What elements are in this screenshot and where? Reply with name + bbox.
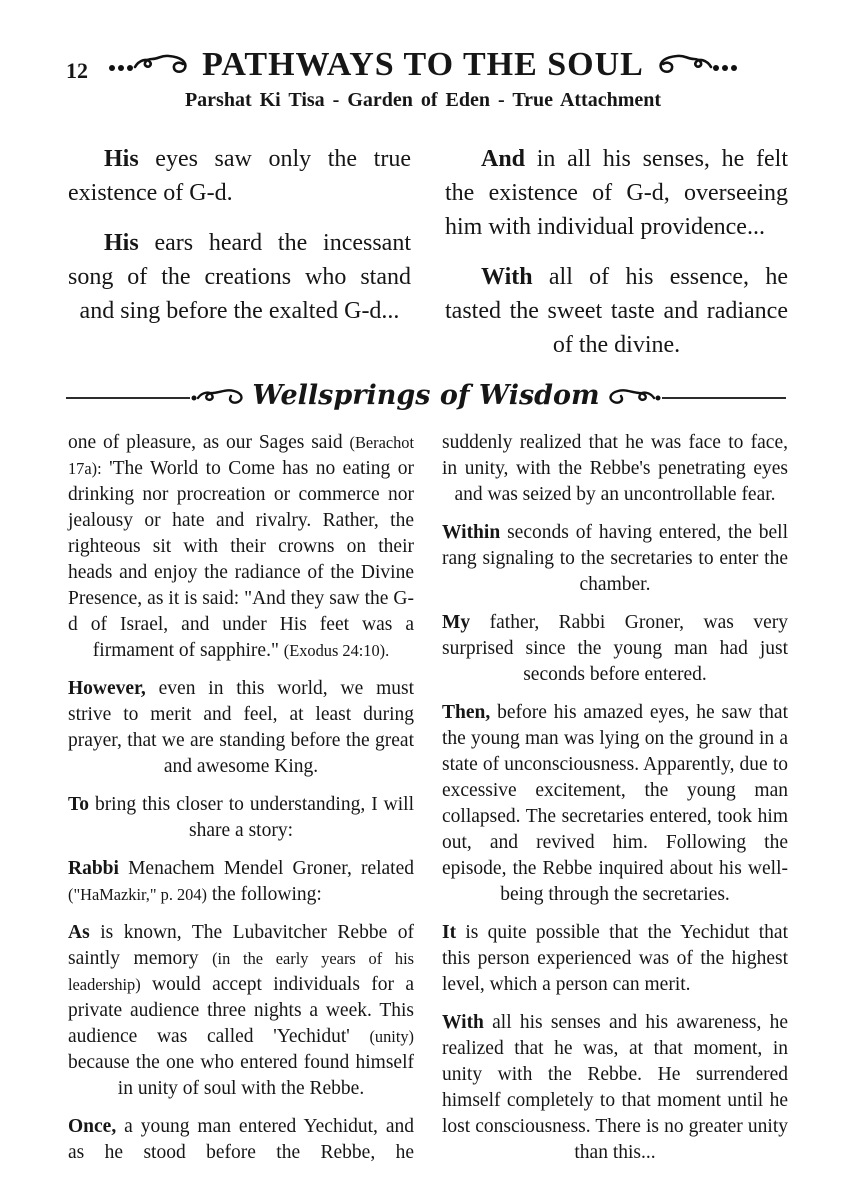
- divider-label: Wellsprings of Wisdom: [252, 379, 600, 411]
- citation-text: (Berachot 17a):: [68, 433, 414, 478]
- body-text: before his amazed eyes, he saw that the young man was lying on the ground in a state of unconsciousness. Apparently, due to excessive excitement, the young man collapsed. The secretaries entered, took him out, and revived him. Following the episode, the Rebbe inquired about his well-being through the secretaries.: [442, 702, 788, 905]
- body-text: bring this closer to understanding, I will share a story:: [88, 794, 414, 841]
- divider-rule-left: [66, 397, 190, 399]
- paragraph: [68, 920, 414, 1102]
- body-text: all of his essence, he tasted the sweet taste and radiance of the divine.: [445, 264, 788, 358]
- paragraph: [442, 520, 788, 598]
- body-text: in all his senses, he felt the existence of G-d, overseeing him with individual providence...: [445, 146, 788, 240]
- lead-word: Within: [442, 522, 501, 543]
- paragraph: [68, 792, 414, 844]
- title-flourish-left-icon: [106, 51, 194, 79]
- body-text: is known, The Lubavitcher Rebbe of saintly memory: [68, 922, 414, 969]
- citation-text: (Exodus 24:10).: [283, 641, 390, 660]
- body-text: the following:: [207, 884, 322, 905]
- citation-text: ("HaMazkir," p. 204): [68, 885, 207, 904]
- body-text: would accept individuals for a private audience three nights a week. This audience was called 'Yechidut': [68, 974, 414, 1047]
- body-left-column: [68, 430, 414, 1178]
- body-text: is quite possible that the Yechidut that this person experienced was of the highest level, which a person can merit.: [442, 922, 788, 995]
- intro-section: [68, 142, 788, 378]
- paragraph: [442, 1010, 788, 1166]
- paragraph: [68, 856, 414, 908]
- lead-word: As: [68, 922, 90, 943]
- page-header: [0, 0, 846, 84]
- page-subtitle: Parshat Ki Tisa - Garden of Eden - True Attachment: [184, 89, 662, 111]
- body-text: 'The World to Come has no eating or drinking nor procreation or commerce nor jealousy or hate and rivalry. Rather, the righteous sit with their crowns on their heads and enjoy the radiance of the Divine Presence, as it is said: "And they saw the G-d of Israel, and under His feet was a firmament of sapphire.": [68, 458, 414, 661]
- body-text: eyes saw only the true existence of G-d.: [68, 146, 411, 206]
- body-text: because the one who entered found himself in unity of soul with the Rebbe.: [68, 1052, 414, 1099]
- paragraph: [68, 226, 411, 328]
- lead-word: Once,: [68, 1116, 117, 1137]
- paragraph: [68, 142, 411, 210]
- citation-text: (in the early years of his leadership): [68, 949, 415, 994]
- lead-word: My: [442, 612, 471, 633]
- paragraph: [68, 430, 414, 664]
- paragraph: [445, 260, 788, 362]
- body-text: ears heard the incessant song of the creations who stand and sing before the exalted G-d...: [68, 230, 411, 324]
- paragraph: [68, 676, 414, 780]
- divider-flourish-left-icon: [190, 386, 248, 410]
- body-right-column: [442, 430, 788, 1178]
- paragraph: [68, 1114, 414, 1166]
- intro-right-column: [445, 142, 788, 378]
- body-text: all his senses and his awareness, he realized that he was, at that moment, in unity with the Rebbe. He surrendered himself completely to that moment until he lost consciousness. There is no greater unity than this...: [442, 1012, 788, 1163]
- lead-word: Then,: [442, 702, 491, 723]
- section-divider: [66, 380, 786, 416]
- body-text: one of pleasure, as our Sages said: [68, 432, 350, 453]
- paragraph: [442, 610, 788, 688]
- lead-word: His: [104, 230, 139, 256]
- lead-word: Rabbi: [68, 858, 119, 879]
- lead-word: With: [442, 1012, 484, 1033]
- body-text: Menachem Mendel Groner, related: [118, 858, 414, 879]
- paragraph: [442, 920, 788, 998]
- body-text: father, Rabbi Groner, was very surprised since the young man had just seconds before entered.: [442, 612, 788, 685]
- paragraph: [442, 700, 788, 908]
- paragraph: [445, 142, 788, 244]
- body-text: a young man entered Yechidut, and as he stood before the Rebbe, he: [68, 1116, 414, 1163]
- lead-word: His: [104, 146, 139, 172]
- page-title: PATHWAYS TO THE SOUL: [202, 46, 644, 83]
- body-text: seconds of having entered, the bell rang signaling to the secretaries to enter the chamber.: [442, 522, 788, 595]
- body-section: [68, 430, 788, 1178]
- divider-flourish-right-icon: [604, 386, 662, 410]
- body-text: even in this world, we must strive to merit and feel, at least during prayer, that we are standing before the great and awesome King.: [68, 678, 414, 777]
- citation-text: (unity): [369, 1027, 414, 1046]
- intro-left-column: [68, 142, 411, 378]
- divider-rule-right: [662, 397, 786, 399]
- page-number: 12: [66, 58, 88, 83]
- title-flourish-right-icon: [652, 51, 740, 79]
- lead-word: It: [442, 922, 457, 943]
- lead-word: To: [68, 794, 89, 815]
- body-text: suddenly realized that he was face to face, in unity, with the Rebbe's penetrating eyes and was seized by an uncontrollable fear.: [442, 432, 788, 505]
- lead-word: However,: [68, 678, 146, 699]
- lead-word: With: [481, 264, 533, 290]
- paragraph: [442, 430, 788, 508]
- lead-word: And: [481, 146, 526, 172]
